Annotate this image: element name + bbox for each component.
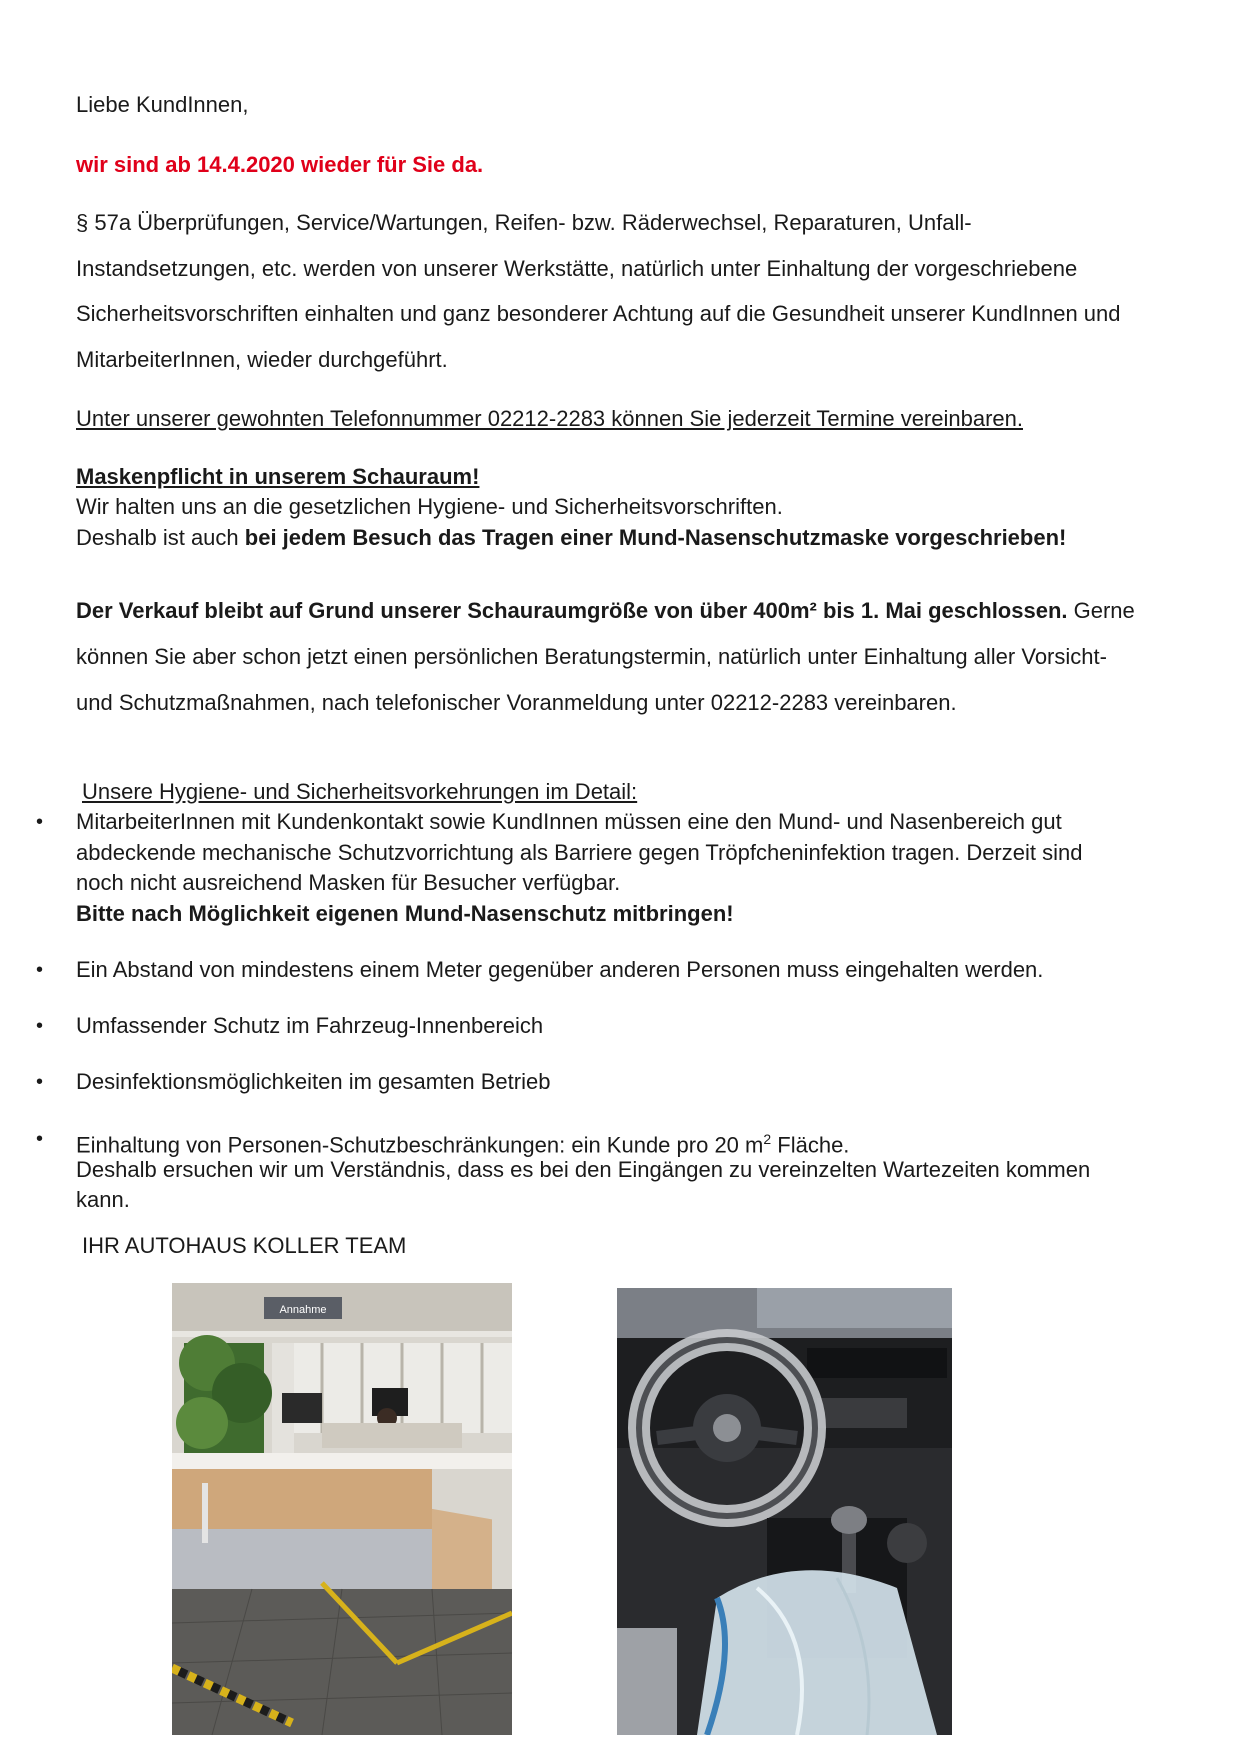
reception-illustration xyxy=(172,1283,512,1735)
bullet-icon: • xyxy=(36,1015,44,1037)
bullet-icon: • xyxy=(36,811,44,833)
reception-sign-text: Annahme xyxy=(279,1304,327,1316)
item-3: Umfassender Schutz im Fahrzeug-Innenbereich xyxy=(76,1013,544,1038)
item-1-line-2: abdeckende mechanische Schutzvorrichtung als Barriere gegen Tröpfcheninfektion tragen. Derzeit sind xyxy=(76,840,1083,865)
item-4: Desinfektionsmöglichkeiten im gesamten Betrieb xyxy=(76,1069,551,1094)
mask-line-1: Wir halten uns an die gesetzlichen Hygiene- und Sicherheitsvorschriften. xyxy=(76,494,783,519)
mask-heading: Maskenpflicht in unserem Schauraum! xyxy=(76,464,480,489)
service-line-1: § 57a Überprüfungen, Service/Wartungen, Reifen- bzw. Räderwechsel, Reparaturen, Unfall- xyxy=(76,210,972,235)
sales-line-1 xyxy=(76,598,1135,624)
sales-line-2: können Sie aber schon jetzt einen persönlichen Beratungstermin, natürlich unter Einhaltung aller Vorsicht- xyxy=(76,644,1107,669)
mask-line-2-bold: bei jedem Besuch das Tragen einer Mund-Nasenschutzmaske vorgeschrieben! xyxy=(244,525,1067,550)
item-2: Ein Abstand von mindestens einem Meter gegenüber anderen Personen muss eingehalten werden. xyxy=(76,957,1044,982)
service-line-3: Sicherheitsvorschriften einhalten und ganz besonderer Achtung auf die Gesundheit unserer KundInnen und xyxy=(76,301,1121,326)
item-5-line-1-pre: Einhaltung von Personen-Schutzbeschränkungen: ein Kunde pro 20 m xyxy=(76,1132,764,1158)
car-interior-illustration xyxy=(617,1288,952,1735)
hygiene-heading: Unsere Hygiene- und Sicherheitsvorkehrungen im Detail: xyxy=(82,779,638,804)
signature: IHR AUTOHAUS KOLLER TEAM xyxy=(82,1233,407,1258)
service-line-2: Instandsetzungen, etc. werden von unserer Werkstätte, natürlich unter Einhaltung der vorgeschriebene xyxy=(76,256,1078,281)
mask-line-2-prefix: Deshalb ist auch xyxy=(76,525,245,550)
car-interior-photo xyxy=(617,1288,952,1735)
greeting: Liebe KundInnen, xyxy=(76,92,249,117)
item-5-line-3: kann. xyxy=(76,1187,130,1212)
bullet-icon: • xyxy=(36,959,44,981)
mask-line-2 xyxy=(76,525,1066,551)
reopening-announcement: wir sind ab 14.4.2020 wieder für Sie da. xyxy=(76,152,484,177)
sales-line-1-rest: Gerne xyxy=(1067,598,1135,623)
sales-line-3: und Schutzmaßnahmen, nach telefonischer Voranmeldung unter 02212-2283 vereinbaren. xyxy=(76,690,957,715)
bullet-icon: • xyxy=(36,1071,44,1093)
reception-photo xyxy=(172,1283,512,1735)
sales-line-1-bold: Der Verkauf bleibt auf Grund unserer Schauraumgröße von über 400m² bis 1. Mai geschlossen. xyxy=(76,598,1068,623)
bullet-icon: • xyxy=(36,1128,44,1150)
item-5-line-1 xyxy=(76,1126,849,1158)
service-line-4: MitarbeiterInnen, wieder durchgeführt. xyxy=(76,347,448,372)
item-5-line-2: Deshalb ersuchen wir um Verständnis, dass es bei den Eingängen zu vereinzelten Wartezeiten kommen xyxy=(76,1157,1091,1182)
phone-appointment-line: Unter unserer gewohnten Telefonnummer 02212-2283 können Sie jederzeit Termine vereinbaren. xyxy=(76,406,1023,431)
item-1-line-1: MitarbeiterInnen mit Kundenkontakt sowie KundInnen müssen eine den Mund- und Nasenbereich gut xyxy=(76,809,1062,834)
item-5-superscript: 2 xyxy=(763,1131,772,1147)
item-1-line-3: noch nicht ausreichend Masken für Besucher verfügbar. xyxy=(76,870,621,895)
item-1-bold: Bitte nach Möglichkeit eigenen Mund-Nasenschutz mitbringen! xyxy=(76,901,734,926)
item-5-line-1-post: Fläche. xyxy=(771,1132,850,1158)
